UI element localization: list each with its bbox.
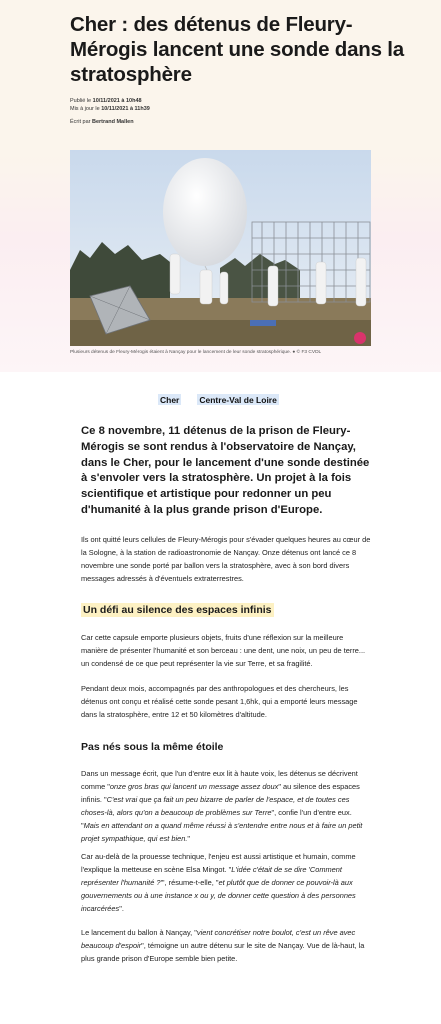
photo-caption: Plusieurs détenus de Fleury-Mérogis étaient à Nançay pour le lancement de leur sonde stratosphérique. ● © F3 CVDL bbox=[70, 350, 322, 355]
p4-quote-c: Mais en attendant on a quand même réussi à s'entendre entre nous et à faire un petit projet sympathique, qui est bien. bbox=[81, 820, 363, 843]
article-lead: Ce 8 novembre, 11 détenus de la prison de Fleury-Mérogis se sont rendus à l'observatoire de Nançay, dans le Cher, pour le lancement d'une sonde destinée à s'envoler vers la stratosphère. Un projet à la fois scientifique et artistique pour redonner un peu d'humanité à la plus grande prison d'Europe. bbox=[81, 425, 370, 516]
p5-text-b: ", résume-t-elle, " bbox=[161, 877, 219, 887]
tag-centre-val-de-loire[interactable]: Centre-Val de Loire bbox=[199, 395, 277, 405]
subheading-defi-text: Un défi au silence des espaces infinis bbox=[83, 603, 272, 616]
p5-text-a: Car au-delà de la prouesse technique, l'enjeu est aussi artistique et humain, comme l'explique la metteuse en scène Elsa Mingot. " bbox=[81, 851, 356, 874]
subheading-etoile: Pas nés sous la même étoile bbox=[81, 740, 224, 753]
balloon-launch-photo[interactable] bbox=[70, 150, 371, 346]
p4-text-c: ", confie l'un d'entre eux. " bbox=[81, 807, 352, 830]
published-label: Publié le bbox=[70, 98, 92, 104]
updated-label: Mis à jour le bbox=[70, 106, 100, 112]
paragraph-1: Ils ont quitté leurs cellules de Fleury-Mérogis pour s'évader quelques heures au cœur de la Sologne, à la station de radioastronomie de Nançay. Onze détenus ont lancé ce 8 novembre une sonde porté par ballon vers la stratosphère, avec à son bord divers messages adressés à d'éventuels extraterrestres. bbox=[81, 534, 371, 583]
subheading-defi bbox=[81, 603, 441, 617]
paragraph-6 bbox=[81, 926, 371, 965]
p5-quote-b: et plutôt que de donner ce pouvoir-là aux gouvernements ou à une instance x ou y, de donner cette question à des personnes incarcérées bbox=[81, 877, 356, 913]
published-date: 10/11/2021 à 10h48 bbox=[92, 98, 142, 104]
article-tags bbox=[158, 394, 441, 412]
p5-quote-a: L'idée c'était de se dire 'Comment représenter l'humanité ?' bbox=[81, 864, 342, 887]
p6-text-a: Le lancement du ballon à Nançay, " bbox=[81, 927, 197, 937]
article-header bbox=[0, 0, 441, 150]
article-author bbox=[70, 119, 421, 125]
p4-text-d: " bbox=[187, 833, 191, 843]
paragraph-4 bbox=[81, 767, 371, 845]
tag-cher[interactable]: Cher bbox=[160, 395, 180, 405]
author-name[interactable]: Bertrand Mallen bbox=[92, 119, 134, 125]
paragraph-5 bbox=[81, 850, 371, 915]
paragraph-3: Pendant deux mois, accompagnés par des anthropologues et des chercheurs, les détenus ont conçu et réalisé cette sonde pesant 1,6hk, qui a emporté leurs message dans la stratosphère, entre 12 et 50 kilomètres d'altitude. bbox=[81, 683, 358, 719]
paragraph-2: Car cette capsule emporte plusieurs objets, fruits d'une réflexion sur la meilleure manière de présenter l'humanité et son berceau : une dent, une noix, un peu de terre... un condensé de ce que peut représenter la vie sur Terre, et sa fragilité. bbox=[81, 632, 366, 668]
p5-text-c: ". bbox=[119, 903, 124, 913]
p4-text-b: " au silence des espaces infinis. " bbox=[81, 781, 360, 804]
article-media bbox=[0, 150, 441, 372]
article-title: Cher : des détenus de Fleury-Mérogis lancent une sonde dans la stratosphère bbox=[70, 13, 405, 86]
p6-quote-a: vient concrétiser notre boulot, c'est un rêve avec beaucoup d'espoir bbox=[81, 927, 356, 950]
p4-quote-a: onze gros bras qui lancent un message assez doux bbox=[109, 781, 279, 791]
p6-text-b: ", témoigne un autre détenu sur le site de Nançay. Vue de là-haut, la plus grande prison d'Europe semble bien petite. bbox=[81, 940, 365, 963]
author-label: Écrit par bbox=[70, 119, 91, 125]
p4-text-a: Dans un message écrit, que l'un d'entre eux lit à haute voix, les détenus se décrivent comme " bbox=[81, 768, 358, 791]
p4-quote-b: C'est vrai que ça fait un peu bizarre de parler de l'espace, et de toutes ces choses-là, alors qu'on a beaucoup de problèmes sur Terre bbox=[81, 794, 350, 817]
article-dates bbox=[70, 97, 421, 113]
updated-date: 10/11/2021 à 11h39 bbox=[101, 106, 150, 112]
